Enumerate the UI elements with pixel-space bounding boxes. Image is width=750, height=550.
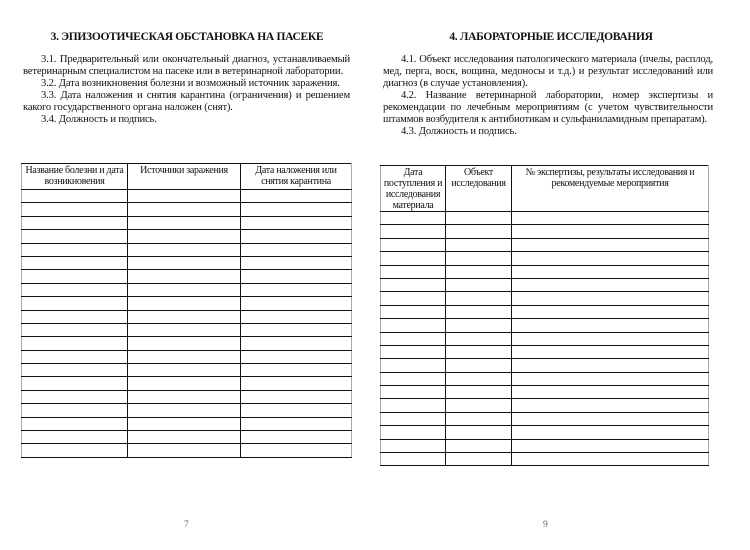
table-row [381, 212, 709, 225]
table-cell [512, 225, 709, 238]
table-cell [241, 310, 352, 323]
table-cell [446, 359, 512, 372]
table-cell [22, 243, 128, 256]
table-cell [22, 431, 128, 444]
table-row [381, 252, 709, 265]
table-cell [128, 350, 241, 363]
table-cell [241, 190, 352, 203]
table-row [22, 377, 352, 390]
table-cell [446, 252, 512, 265]
table-row [22, 337, 352, 350]
table-cell [512, 305, 709, 318]
table-row [22, 256, 352, 269]
table-cell [22, 364, 128, 377]
table-cell [381, 439, 446, 452]
table-row [381, 292, 709, 305]
table-cell [128, 390, 241, 403]
table-row [381, 319, 709, 332]
table-cell [512, 399, 709, 412]
table-row [381, 345, 709, 358]
table-cell [381, 399, 446, 412]
column-header: Дата наложения или снятия карантина [241, 164, 352, 190]
table-cell [22, 283, 128, 296]
table-cell [446, 278, 512, 291]
table-row [381, 332, 709, 345]
table-cell [128, 230, 241, 243]
table-row [22, 216, 352, 229]
table-cell [128, 270, 241, 283]
table-cell [381, 319, 446, 332]
table-cell [241, 404, 352, 417]
table-cell [381, 372, 446, 385]
paragraph-3-4: 3.4. Должность и подпись. [41, 113, 157, 125]
table-cell [22, 390, 128, 403]
page-number: 7 [184, 520, 189, 530]
table-cell [512, 359, 709, 372]
table-cell [22, 216, 128, 229]
table-row [381, 426, 709, 439]
table-cell [241, 350, 352, 363]
table-cell [446, 238, 512, 251]
table-cell [446, 412, 512, 425]
table-row [22, 270, 352, 283]
table-cell [241, 230, 352, 243]
table-row [381, 359, 709, 372]
table-cell [241, 256, 352, 269]
table-cell [446, 399, 512, 412]
page-number: 9 [543, 520, 548, 530]
table-cell [128, 297, 241, 310]
column-header: № экспертизы, результаты исследования и рекомендуемые мероприятия [512, 166, 709, 212]
table-row [381, 412, 709, 425]
table-cell [512, 453, 709, 466]
table-cell [128, 323, 241, 336]
table-cell [241, 243, 352, 256]
table-cell [22, 203, 128, 216]
table-cell [381, 426, 446, 439]
table-cell [128, 216, 241, 229]
epizootic-table [21, 163, 352, 458]
table-cell [446, 305, 512, 318]
table-row [22, 417, 352, 430]
table-cell [446, 439, 512, 452]
table-cell [22, 404, 128, 417]
column-header: Название болезни и дата возникновения [22, 164, 128, 190]
table-cell [381, 292, 446, 305]
table-cell [22, 323, 128, 336]
table-cell [241, 377, 352, 390]
table-cell [241, 431, 352, 444]
table-cell [446, 332, 512, 345]
table-cell [512, 319, 709, 332]
lab-research-table [380, 165, 709, 466]
table-cell [381, 332, 446, 345]
table-row [22, 310, 352, 323]
table-row [381, 372, 709, 385]
table-body [381, 212, 709, 466]
table-cell [381, 212, 446, 225]
table-cell [241, 337, 352, 350]
table-cell [512, 292, 709, 305]
table-cell [128, 310, 241, 323]
table-cell [128, 283, 241, 296]
table-cell [128, 256, 241, 269]
paragraph-3-3: 3.3. Дата наложения и снятия карантина (ограничения) и решением какого государственного органа наложен (снят). [23, 89, 350, 113]
table-cell [381, 278, 446, 291]
paragraph-4-2: 4.2. Название ветеринарной лаборатории, номер экспертизы и рекомендации по лечебным мероприятиям (с учетом чувствительности штаммов возбудителя к антибиотикам и сульфаниламидным препаратам). [383, 89, 713, 125]
table-cell [241, 417, 352, 430]
table-cell [381, 386, 446, 399]
table-cell [512, 332, 709, 345]
table-cell [512, 412, 709, 425]
table-row [22, 283, 352, 296]
table-body [22, 190, 352, 458]
paragraph-3-2: 3.2. Дата возникновения болезни и возможный источник заражения. [41, 77, 340, 89]
table-row [22, 243, 352, 256]
table-cell [22, 350, 128, 363]
table-row [22, 190, 352, 203]
table-cell [241, 297, 352, 310]
table-cell [128, 190, 241, 203]
table-row [22, 390, 352, 403]
table-cell [512, 386, 709, 399]
table-row [22, 323, 352, 336]
table-row [381, 265, 709, 278]
table-cell [381, 225, 446, 238]
table-cell [512, 278, 709, 291]
table-cell [446, 453, 512, 466]
table-cell [381, 359, 446, 372]
table-row [381, 439, 709, 452]
table-row [22, 444, 352, 457]
table-cell [381, 412, 446, 425]
table-row [22, 297, 352, 310]
table-cell [128, 404, 241, 417]
table-cell [512, 265, 709, 278]
page-right [375, 0, 750, 550]
table-cell [128, 337, 241, 350]
column-header: Объект исследования [446, 166, 512, 212]
table-cell [512, 252, 709, 265]
table-row [381, 238, 709, 251]
table-cell [381, 238, 446, 251]
table-row [22, 230, 352, 243]
table-cell [128, 377, 241, 390]
table-cell [128, 364, 241, 377]
column-header: Дата поступления и исследования материала [381, 166, 446, 212]
table-cell [22, 310, 128, 323]
table-cell [241, 390, 352, 403]
table-row [381, 278, 709, 291]
paragraph-3-1: 3.1. Предварительный или окончательный диагноз, устанавливаемый ветеринарным специалистом на пасеке или в ветеринарной лаборатории. [23, 54, 350, 77]
table-cell [381, 252, 446, 265]
table-row [381, 225, 709, 238]
table-cell [241, 283, 352, 296]
table-cell [512, 439, 709, 452]
table-cell [446, 292, 512, 305]
table-row [22, 431, 352, 444]
table-row [22, 404, 352, 417]
paragraph-4-3: 4.3. Должность и подпись. [401, 125, 517, 137]
table-cell [241, 203, 352, 216]
table-row [22, 350, 352, 363]
table-cell [381, 305, 446, 318]
table-cell [22, 270, 128, 283]
table-row [381, 453, 709, 466]
section-body [383, 54, 713, 138]
table-cell [446, 372, 512, 385]
table-row [381, 386, 709, 399]
table-row [22, 364, 352, 377]
table-cell [241, 444, 352, 457]
table-cell [241, 364, 352, 377]
table-cell [381, 265, 446, 278]
table-cell [22, 230, 128, 243]
table-cell [128, 243, 241, 256]
table-cell [381, 345, 446, 358]
table-cell [128, 417, 241, 430]
table-cell [446, 212, 512, 225]
table-row [381, 399, 709, 412]
table-cell [512, 238, 709, 251]
section-title: 4. ЛАБОРАТОРНЫЕ ИССЛЕДОВАНИЯ [449, 31, 653, 43]
table-cell [381, 453, 446, 466]
table-cell [22, 337, 128, 350]
section-title: 3. ЭПИЗООТИЧЕСКАЯ ОБСТАНОВКА НА ПАСЕКЕ [50, 31, 324, 43]
column-header: Источники заражения [128, 164, 241, 190]
table-cell [22, 190, 128, 203]
table-cell [22, 297, 128, 310]
table-cell [512, 212, 709, 225]
table-cell [512, 372, 709, 385]
paragraph-4-1: 4.1. Объект исследования патологического материала (пчелы, расплод, мед, перга, воск, вощина, медоносы и т.д.) и результат исследований или диагноз (в случае установления). [383, 54, 713, 89]
table-cell [446, 345, 512, 358]
table-cell [241, 323, 352, 336]
table-cell [241, 270, 352, 283]
table-cell [128, 431, 241, 444]
table-cell [22, 417, 128, 430]
section-body [23, 54, 350, 126]
table-cell [22, 377, 128, 390]
table-cell [512, 426, 709, 439]
table-cell [128, 444, 241, 457]
table-cell [22, 444, 128, 457]
table-cell [446, 319, 512, 332]
table-row [22, 203, 352, 216]
table-cell [446, 426, 512, 439]
table-cell [446, 265, 512, 278]
table-cell [22, 256, 128, 269]
table-cell [128, 203, 241, 216]
table-cell [512, 345, 709, 358]
table-cell [446, 225, 512, 238]
table-cell [446, 386, 512, 399]
table-row [381, 305, 709, 318]
table-cell [241, 216, 352, 229]
